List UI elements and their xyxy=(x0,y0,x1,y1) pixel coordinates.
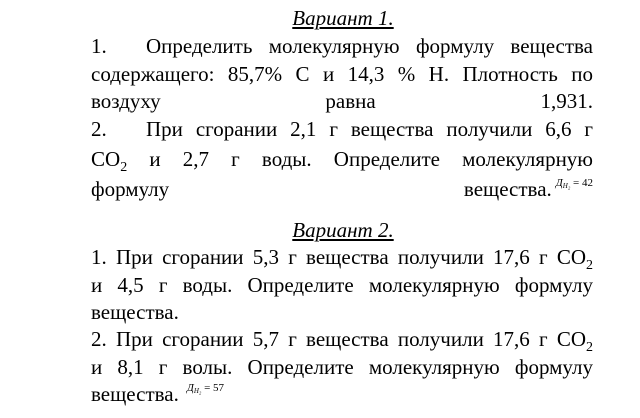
variant-1-heading: Вариант 1. xyxy=(292,6,394,30)
variant-2-task-2-text-3: вещества. xyxy=(91,382,179,407)
variant-1-task-2 xyxy=(91,116,593,204)
variant-1-task-2-line-1 xyxy=(91,116,593,144)
density-value: = 57 xyxy=(204,382,225,395)
density-value: = 42 xyxy=(573,177,593,190)
variant-2-task-2-text-1: 2. При сгорании 5,7 г вещества получили 17,6 г CO xyxy=(91,327,586,351)
co2-subscript: 2 xyxy=(120,159,128,175)
variant-1-task-2-text-3: формулу вещества. xyxy=(91,177,552,202)
variant-2-task-1-line-3: вещества. xyxy=(91,300,179,325)
variant-1-task-2-text-2: и 2,7 г воды. Определите молекулярную xyxy=(127,146,593,171)
relative-density-note xyxy=(187,383,224,395)
variant-1-task-1-line-2: содержащего: 85,7% С и 14,3 % Н. Плотность по xyxy=(91,61,593,86)
variant-1-task-1-text-1: Определить молекулярную формулу вещества xyxy=(146,34,593,58)
density-symbol: Д xyxy=(186,382,194,395)
variant-1-task-2-text-1: При сгорании 2,1 г вещества получили 6,6 г xyxy=(146,117,593,141)
co2-formula xyxy=(91,146,128,175)
variant-2-task-2 xyxy=(91,326,593,409)
density-symbol: Д xyxy=(555,177,563,190)
variant-2-task-2-line-2: и 8,1 г волы. Определите молекулярную формулу xyxy=(91,354,593,379)
co2-text: CO xyxy=(91,146,121,171)
variant-2-task-1-line-1 xyxy=(91,244,593,272)
variant-2-task-1-line-2: и 4,5 г воды. Определите молекулярную формулу xyxy=(91,272,593,297)
variant-1-task-2-number: 2. xyxy=(91,117,107,141)
co2-subscript: 2 xyxy=(586,340,593,355)
variant-2-task-1 xyxy=(91,244,593,327)
variant-1-task-1-line-1 xyxy=(91,33,593,61)
variant-1-task-2-line-2 xyxy=(91,146,593,174)
variant-1-task-1-number: 1. xyxy=(91,34,107,58)
co2-subscript: 2 xyxy=(586,258,593,273)
variant-1-task-1 xyxy=(91,33,593,116)
density-subscript: H₂ xyxy=(193,387,202,396)
density-subscript: H₂ xyxy=(562,182,571,191)
relative-density-note xyxy=(556,178,593,190)
variant-2-task-2-line-1 xyxy=(91,326,593,354)
variant-1-task-2-line-3 xyxy=(91,176,593,204)
variant-2-heading: Вариант 2. xyxy=(292,218,394,242)
variant-2-task-2-line-3 xyxy=(91,381,593,409)
variant-2-task-1-text-1: 1. При сгорании 5,3 г вещества получили 17,6 г CO xyxy=(91,245,586,269)
variant-1-task-1-line-3: воздуху равна 1,931. xyxy=(91,89,593,114)
